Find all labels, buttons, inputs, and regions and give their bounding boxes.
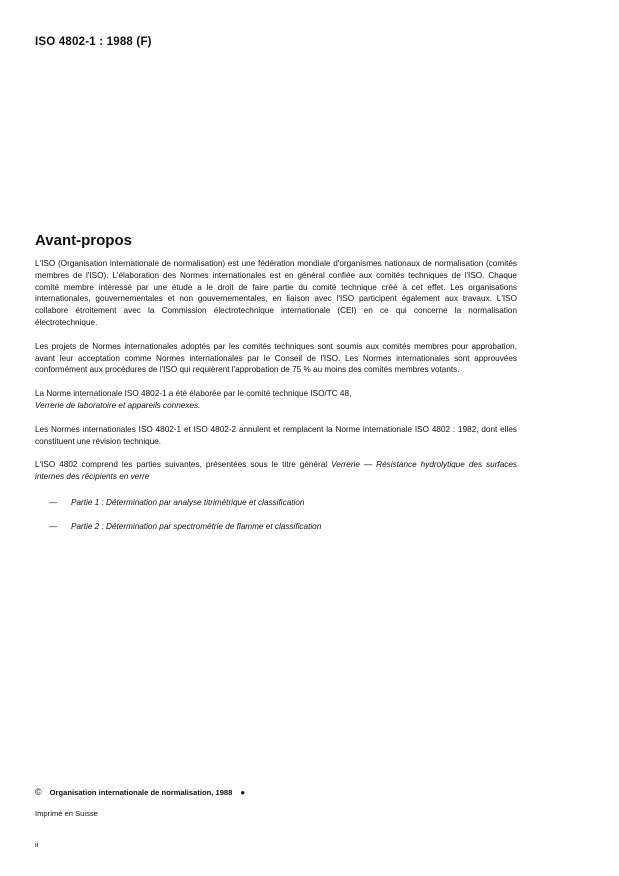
paragraph-parts-intro (35, 459, 517, 483)
committee-title: Verrerie de laboratoire et appareils connexes. (35, 400, 201, 410)
page-number: ii (35, 840, 39, 849)
copyright-line (35, 787, 245, 797)
part-label: Partie 1 : Détermination par analyse titrimétrique et classification (71, 497, 305, 507)
paragraph-approval: Les projets de Normes internationales adoptés par les comités techniques sont soumis aux comités membres pour approbation, avant leur acceptation comme Normes internationales par le Conseil de l'ISO. Les Normes internationales sont approuvées conformément aux procédures de l'ISO qui requièrent l'approbation de 75 % au moins des comités membres votants. (35, 341, 517, 375)
bullet-icon: ● (240, 787, 246, 797)
paragraph-iso-intro: L'ISO (Organisation internationale de normalisation) est une fédération mondiale d'organismes nationaux de normalisation (comités membres de l'ISO). L'élaboration des Normes internationales est en général confiée aux comités techniques de l'ISO. Chaque comité membre intéressé par une étude a le droit de faire partie du comité technique créé à cet effet. Les organisations internationales, gouvernementales et non gouvernementales, en liaison avec l'ISO participent également aux travaux. L'ISO collabore étroitement avec la Commission électrotechnique internationale (CEI) en ce qui concerne la normalisation électrotechnique. (35, 259, 517, 327)
parts-list (35, 497, 517, 533)
list-item (35, 521, 517, 533)
list-item (35, 497, 517, 509)
copyright-text: Organisation internationale de normalisation, 1988 (49, 787, 233, 797)
standard-code: ISO 4802-1 : 1988 (F) (35, 36, 152, 48)
part-label: Partie 2 : Détermination par spectrométrie de flamme et classification (71, 521, 322, 531)
parts-intro-text: L'ISO 4802 comprend les parties suivantes, présentées sous le titre général (35, 460, 328, 470)
parts-general-title: Verrerie — Résistance hydrolytique des surfaces internes des récipients en verre (35, 460, 518, 482)
committee-text: La Norme internationale ISO 4802-1 a été élaborée par le comité technique ISO/TC 48, (35, 389, 352, 399)
paragraph-replacement: Les Normes internationales ISO 4802-1 et ISO 4802-2 annulent et remplacent la Norme internationale ISO 4802 : 1982, dont elles constituent une révision technique. (35, 424, 517, 446)
copyright-icon: © (35, 787, 42, 797)
paragraph-committee (35, 388, 517, 412)
foreword-body (35, 258, 517, 545)
list-dash: — (49, 497, 58, 507)
section-title: Avant-propos (35, 232, 132, 249)
printed-in: Imprimé en Suisse (35, 809, 98, 818)
list-dash: — (49, 521, 58, 531)
